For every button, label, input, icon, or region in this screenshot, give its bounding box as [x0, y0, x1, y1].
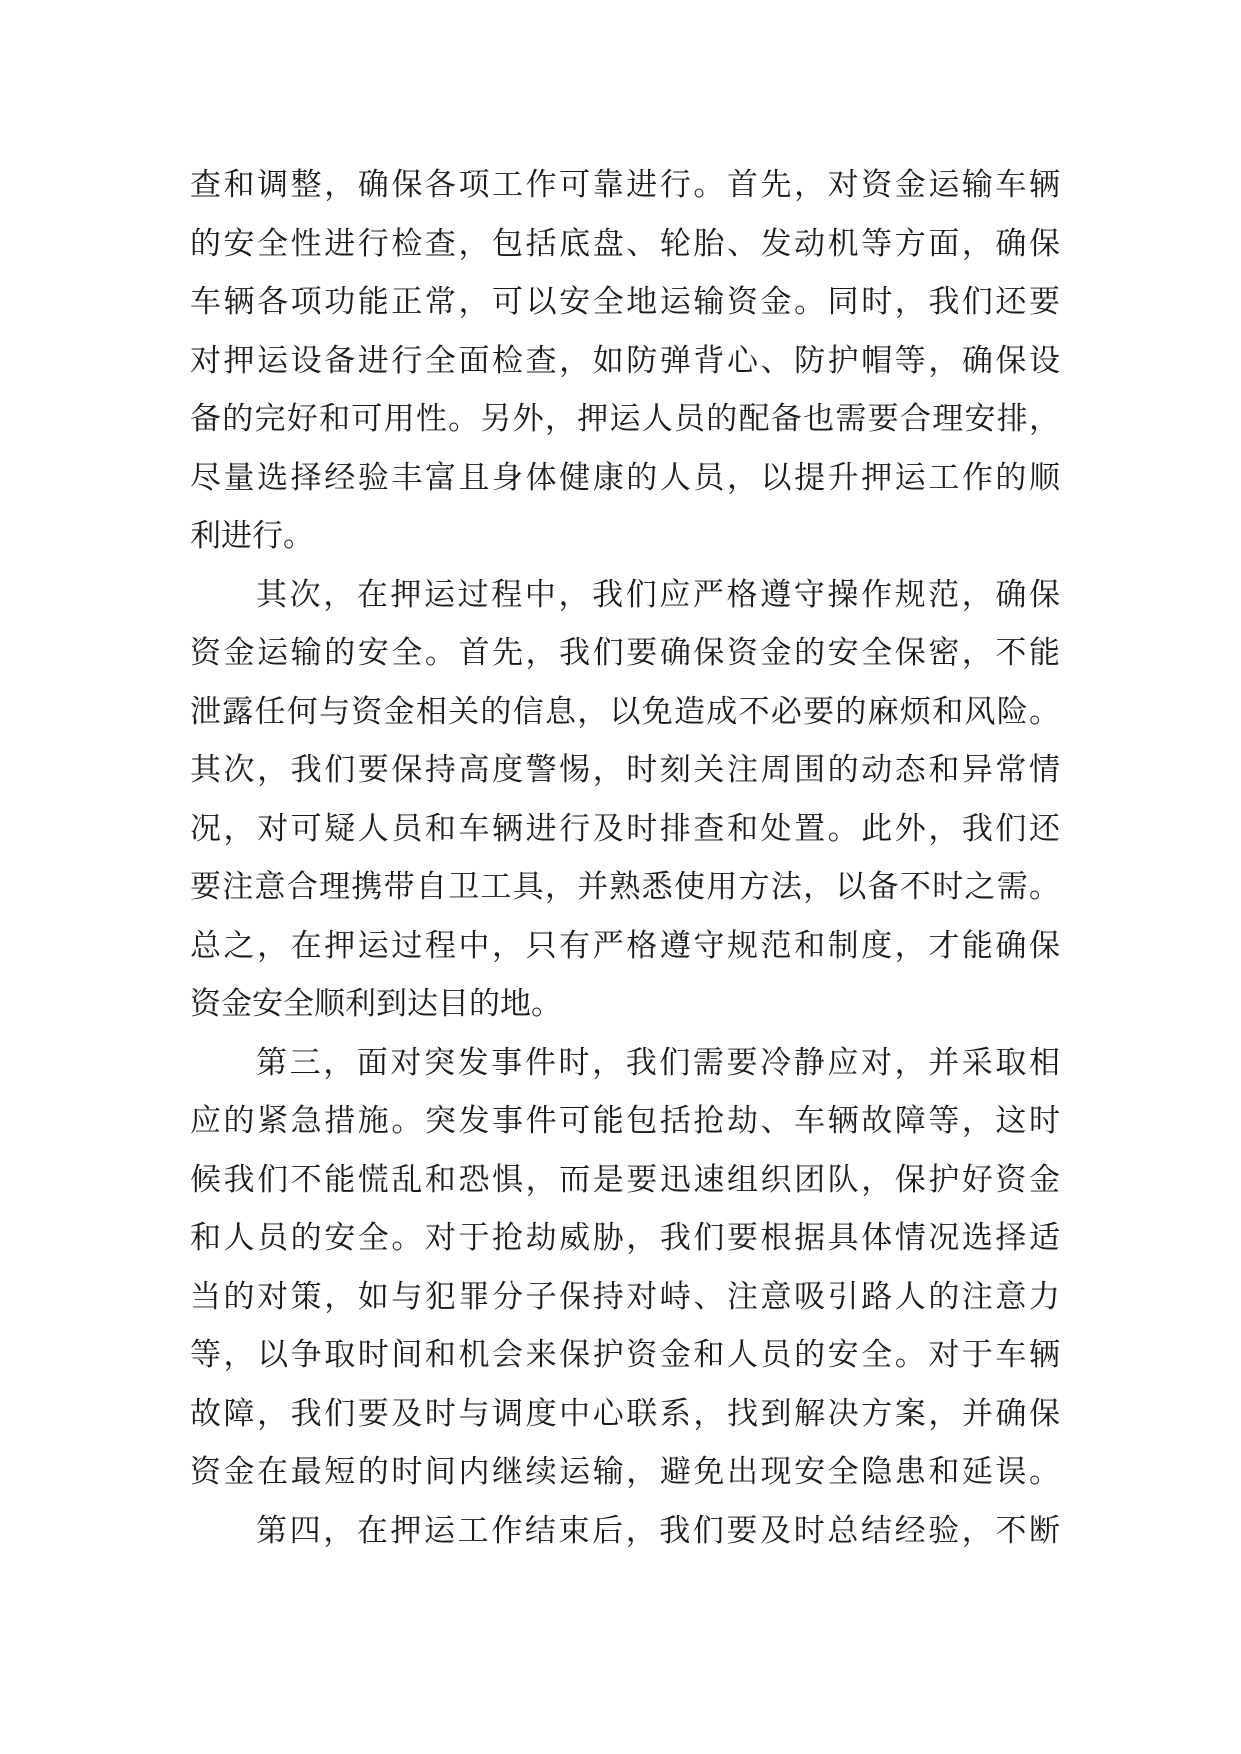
text-line: 总之，在押运过程中，只有严格遵守规范和制度，才能确保	[190, 927, 1060, 964]
text-line: 资金运输的安全。首先，我们要确保资金的安全保密，不能	[190, 635, 1060, 671]
paragraph-1	[190, 156, 1060, 566]
text-line: 第三，面对突发事件时，我们需要冷静应对，并采取相	[256, 1044, 1060, 1081]
text-line: 的安全性进行检查，包括底盘、轮胎、发动机等方面，确保	[190, 225, 1060, 262]
text-line: 泄露任何与资金相关的信息，以免造成不必要的麻烦和风险。	[190, 693, 1060, 730]
text-line: 故障，我们要及时与调度中心联系，找到解决方案，并确保	[190, 1395, 1060, 1432]
text-line: 等，以争取时间和机会来保护资金和人员的安全。对于车辆	[190, 1337, 1060, 1373]
paragraph-3	[190, 1034, 1060, 1502]
text-line: 第四，在押运工作结束后，我们要及时总结经验，不断	[256, 1512, 1060, 1549]
text-line: 应的紧急措施。突发事件可能包括抢劫、车辆故障等，这时	[190, 1103, 1060, 1139]
text-line: 车辆各项功能正常，可以安全地运输资金。同时，我们还要	[190, 284, 1060, 320]
text-line: 当的对策，如与犯罪分子保持对峙、注意吸引路人的注意力	[190, 1278, 1060, 1315]
text-line: 候我们不能慌乱和恐惧，而是要迅速组织团队，保护好资金	[190, 1161, 1060, 1198]
text-line: 备的完好和可用性。另外，押运人员的配备也需要合理安排，	[190, 401, 1060, 437]
paragraph-2	[190, 566, 1060, 1034]
paragraph-4	[190, 1502, 1060, 1561]
text-line: 况，对可疑人员和车辆进行及时排查和处置。此外，我们还	[190, 810, 1060, 847]
text-line: 资金在最短的时间内继续运输，避免出现安全隐患和延误。	[190, 1454, 1060, 1490]
text-line: 资金安全顺利到达目的地。	[190, 986, 562, 1022]
text-line: 利进行。	[190, 518, 314, 554]
text-line: 其次，在押运过程中，我们应严格遵守操作规范，确保	[256, 576, 1060, 613]
text-line: 对押运设备进行全面检查，如防弹背心、防护帽等，确保设	[190, 342, 1060, 379]
text-line: 要注意合理携带自卫工具，并熟悉使用方法，以备不时之需。	[190, 869, 1060, 905]
text-line: 其次，我们要保持高度警惕，时刻关注周围的动态和异常情	[190, 752, 1060, 788]
text-line: 尽量选择经验丰富且身体健康的人员，以提升押运工作的顺	[190, 459, 1060, 496]
text-line: 查和调整，确保各项工作可靠进行。首先，对资金运输车辆	[190, 167, 1060, 203]
document-body	[190, 156, 1060, 1560]
text-line: 和人员的安全。对于抢劫威胁，我们要根据具体情况选择适	[190, 1220, 1060, 1256]
